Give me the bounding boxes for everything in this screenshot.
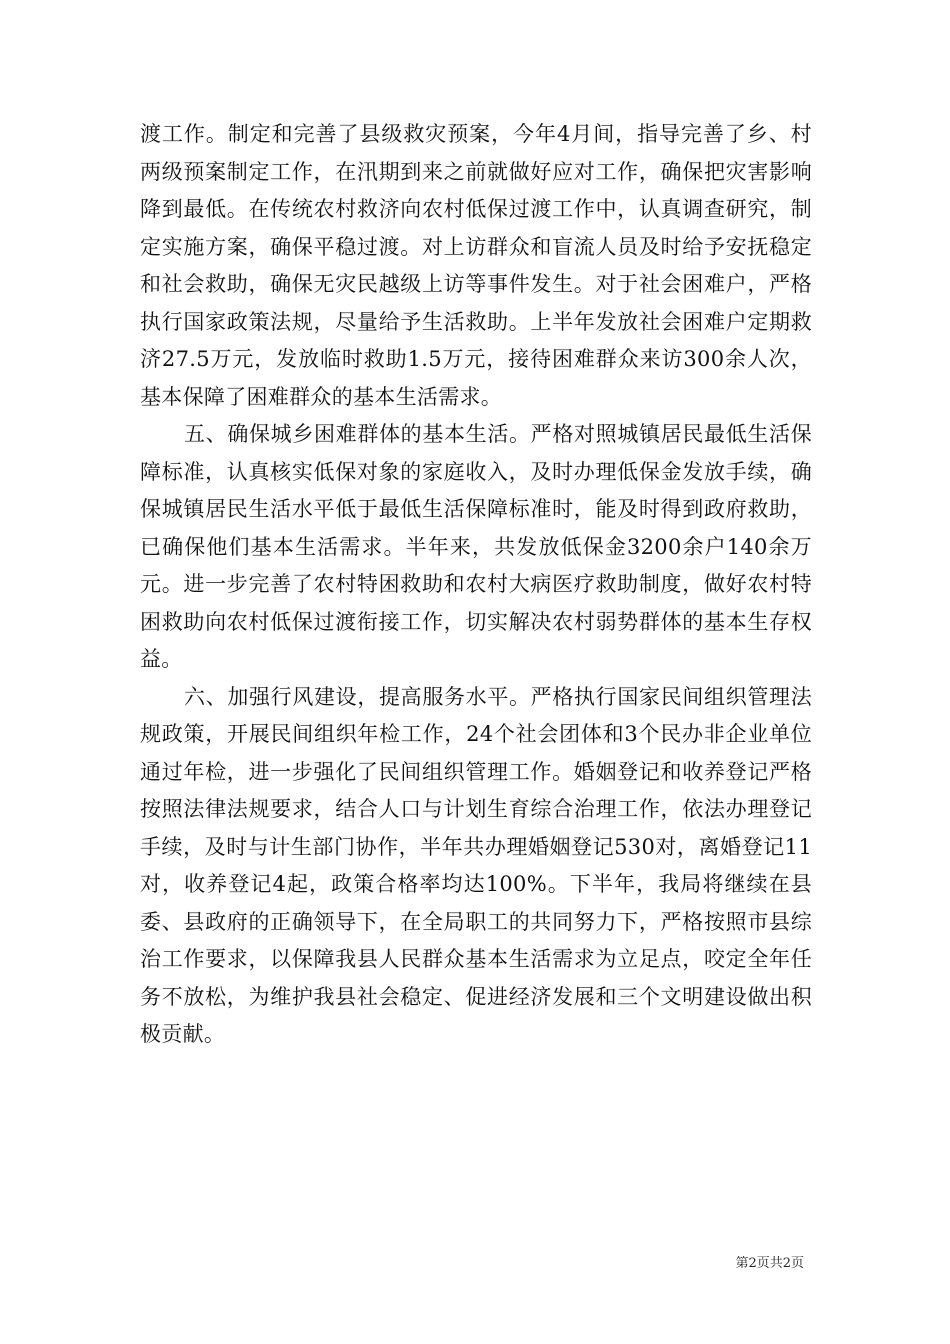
paragraph-section-six: 六、加强行风建设，提高服务水平。严格执行国家民间组织管理法规政策，开展民间组织年检工作，24个社会团体和3个民办非企业单位通过年检，进一步强化了民间组织管理工作。婚姻登记和收养登记严格按照法律法规要求，结合人口与计划生育综合治理工作，依法办理登记手续，及时与计生部门协作，半年共办理婚姻登记530对，离婚登记11对，收养登记4起，政策合格率均达100%。下半年，我局将继续在县委、县政府的正确领导下，在全局职工的共同努力下，严格按照市县综治工作要求，以保障我县人民群众基本生活需求为立足点，咬定全年任务不放松，为维护我县社会稳定、促进经济发展和三个文明建设做出积极贡献。 — [140, 684, 812, 1046]
paragraph-section-five: 五、确保城乡困难群体的基本生活。严格对照城镇居民最低生活保障标准，认真核实低保对象的家庭收入，及时办理低保金发放手续，确保城镇居民生活水平低于最低生活保障标准时，能及时得到政府救助，已确保他们基本生活需求。半年来，共发放低保金3200余户140余万元。进一步完善了农村特困救助和农村大病医疗救助制度，做好农村特困救助向农村低保过渡衔接工作，切实解决农村弱势群体的基本生存权益。 — [140, 422, 812, 671]
paragraph-relief-continuation: 渡工作。制定和完善了县级救灾预案，今年4月间，指导完善了乡、村两级预案制定工作，在汛期到来之前就做好应对工作，确保把灾害影响降到最低。在传统农村救济向农村低保过渡工作中，认真调查研究，制定实施方案，确保平稳过渡。对上访群众和盲流人员及时给予安抚稳定和社会救助，确保无灾民越级上访等事件发生。对于社会困难户，严格执行国家政策法规，尽量给予生活救助。上半年发放社会困难户定期救济27.5万元，发放临时救助1.5万元，接待困难群众来访300余人次，基本保障了困难群众的基本生活需求。 — [140, 122, 812, 409]
document-body — [140, 116, 812, 1054]
page-number-footer: 第2页共2页 — [735, 1256, 804, 1271]
